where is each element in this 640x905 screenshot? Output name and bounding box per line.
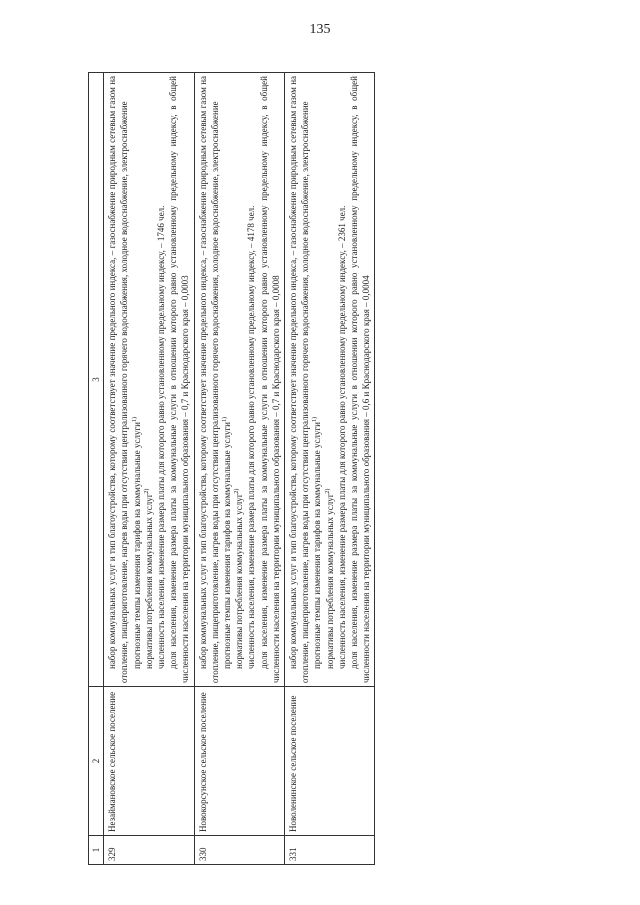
description-text: набор коммунальных услуг и тип благоустройства, которому соответствует значение предельного индекса, – газоснабжение природным сетевым газом на отопление, пищеприготовление, нагрев воды при отсутствии централизованного горячего водоснабжения, холодное водоснабжение, электроснабжение bbox=[107, 76, 130, 683]
description-line bbox=[311, 76, 323, 683]
description-line bbox=[131, 76, 143, 683]
description-line bbox=[155, 76, 167, 683]
description-line bbox=[348, 76, 372, 683]
table-row bbox=[104, 73, 194, 865]
description-text: нормативы потребления коммунальных услуг bbox=[324, 493, 335, 669]
description-text: прогнозные темпы изменения тарифов на коммунальные услуги bbox=[312, 422, 323, 669]
description-text: нормативы потребления коммунальных услуг bbox=[143, 493, 154, 669]
description-text: численность населения, изменение размера платы для которого равно установленному предельному индексу, – 2361 чел. bbox=[336, 205, 347, 669]
description-cell bbox=[194, 73, 284, 687]
settlement-name: Новокорсунское сельское поселение bbox=[194, 687, 284, 836]
description-line bbox=[143, 76, 155, 683]
row-number: 329 bbox=[104, 836, 194, 865]
description-cell bbox=[104, 73, 194, 687]
footnote-marker: 1) bbox=[312, 417, 319, 423]
rotated-table-container bbox=[88, 72, 503, 865]
settlement-name: Незаймановское сельское поселение bbox=[104, 687, 194, 836]
row-number: 330 bbox=[194, 836, 284, 865]
footnote-marker: 1) bbox=[222, 417, 229, 423]
footnote-marker: 1) bbox=[131, 417, 138, 423]
description-line bbox=[245, 76, 257, 683]
description-text: доля населения, изменение размера платы за коммунальные услуги в отношении которого равно установленному предельному индексу, в общей численности населения на территории муниципального образования – 0,7 и Краснодарского края – 0,0008 bbox=[258, 76, 281, 683]
description-text: прогнозные темпы изменения тарифов на коммунальные услуги bbox=[131, 422, 142, 669]
header-col-1: 1 bbox=[89, 836, 104, 865]
description-line bbox=[167, 76, 191, 683]
description-text: нормативы потребления коммунальных услуг bbox=[234, 493, 245, 669]
footnote-marker: 2) bbox=[234, 488, 241, 494]
settlement-name: Новоленинское сельское поселение bbox=[285, 687, 375, 836]
description-text: набор коммунальных услуг и тип благоустройства, которому соответствует значение предельного индекса, – газоснабжение природным сетевым газом на отопление, пищеприготовление, нагрев воды при отсутствии централизованного горячего водоснабжения, холодное водоснабжение, электроснабжение bbox=[197, 76, 220, 683]
page-number: 135 bbox=[309, 22, 331, 37]
description-line bbox=[106, 76, 130, 683]
description-line bbox=[197, 76, 221, 683]
landscape-content bbox=[88, 72, 503, 865]
row-number: 331 bbox=[285, 836, 375, 865]
description-text: численность населения, изменение размера платы для которого равно установленному предельному индексу, – 1746 чел. bbox=[156, 205, 167, 669]
description-text: численность населения, изменение размера платы для которого равно установленному предельному индексу, – 4178 чел. bbox=[246, 205, 257, 669]
description-line bbox=[324, 76, 336, 683]
table-row bbox=[285, 73, 375, 865]
data-table bbox=[88, 72, 375, 865]
header-row bbox=[89, 73, 104, 865]
description-text: прогнозные темпы изменения тарифов на коммунальные услуги bbox=[222, 422, 233, 669]
footnote-marker: 2) bbox=[143, 488, 150, 494]
description-line bbox=[287, 76, 311, 683]
description-text: доля населения, изменение размера платы за коммунальные услуги в отношении которого равно установленному предельному индексу, в общей численности населения на территории муниципального образования – 0,6 и Краснодарского края – 0,0004 bbox=[349, 76, 372, 683]
footnote-marker: 2) bbox=[324, 488, 331, 494]
table-body bbox=[104, 73, 375, 865]
description-text: доля населения, изменение размера платы за коммунальные услуги в отношении которого равно установленному предельному индексу, в общей численности населения на территории муниципального образования – 0,7 и Краснодарского края – 0,0003 bbox=[168, 76, 191, 683]
table-row bbox=[194, 73, 284, 865]
description-line bbox=[336, 76, 348, 683]
header-col-2: 2 bbox=[89, 687, 104, 836]
description-line bbox=[233, 76, 245, 683]
description-line bbox=[258, 76, 282, 683]
header-col-3: 3 bbox=[89, 73, 104, 687]
description-text: набор коммунальных услуг и тип благоустройства, которому соответствует значение предельного индекса, – газоснабжение природным сетевым газом на отопление, пищеприготовление, нагрев воды при отсутствии централизованного горячего водоснабжения, холодное водоснабжение, электроснабжение bbox=[288, 76, 311, 683]
description-cell bbox=[285, 73, 375, 687]
description-line bbox=[221, 76, 233, 683]
